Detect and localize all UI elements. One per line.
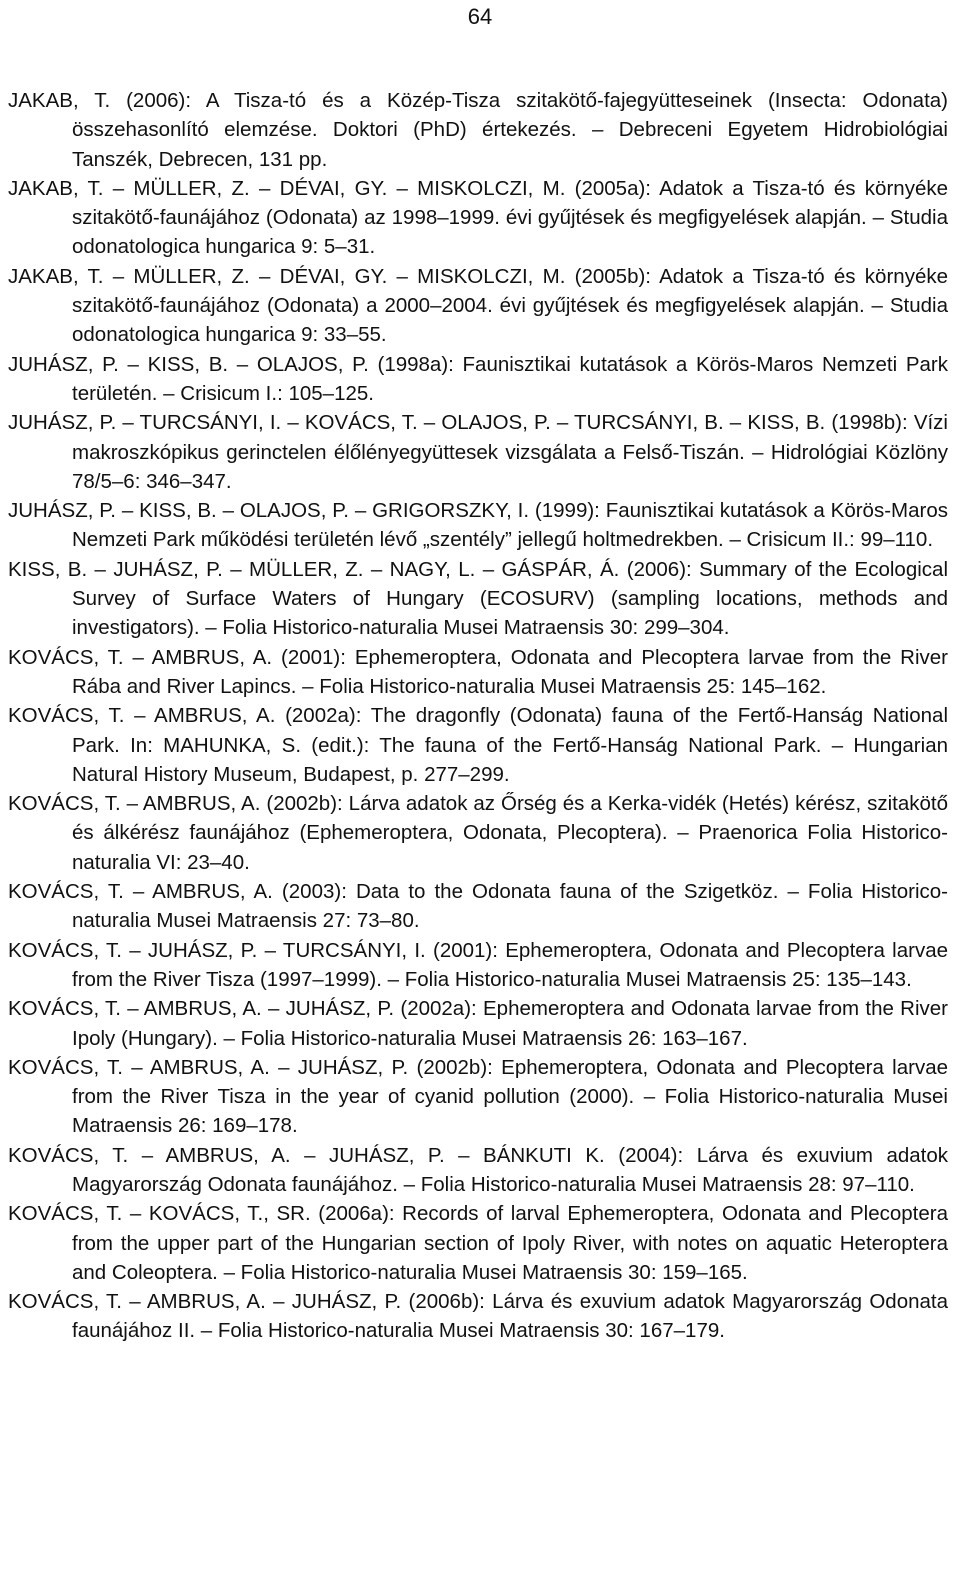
reference-list [8, 86, 948, 1346]
reference-entry: KOVÁCS, T. – AMBRUS, A. (2001): Ephemeroptera, Odonata and Plecoptera larvae from the River Rába and River Lapincs. – Folia Historico-naturalia Musei Matraensis 25: 145–162. [8, 645, 948, 698]
reference-entry: KOVÁCS, T. – AMBRUS, A. (2003): Data to the Odonata fauna of the Szigetköz. – Folia Historico-naturalia Musei Matraensis 27: 73–80. [8, 880, 948, 933]
reference-entry: JUHÁSZ, P. – KISS, B. – OLAJOS, P. – GRIGORSZKY, I. (1999): Faunisztikai kutatások a Körös-Maros Nemzeti Park működési területén lévő „szentély” jellegű holtmedrekben. – Crisicum II.: 99–110. [8, 499, 948, 552]
reference-entry: KOVÁCS, T. – AMBRUS, A. (2002b): Lárva adatok az Őrség és a Kerka-vidék (Hetés) kérész, szitakötő és álkérész faunájához (Ephemeroptera, Odonata, Plecoptera). – Praenorica Folia Historico-naturalia VI: 23–40. [8, 792, 948, 874]
reference-entry: KOVÁCS, T. – AMBRUS, A. – JUHÁSZ, P. (2002a): Ephemeroptera and Odonata larvae from the River Ipoly (Hungary). – Folia Historico-naturalia Musei Matraensis 26: 163–167. [8, 997, 948, 1050]
page-number: 64 [467, 4, 493, 29]
reference-entry: KOVÁCS, T. – KOVÁCS, T., SR. (2006a): Records of larval Ephemeroptera, Odonata and Plecoptera from the upper part of the Hungarian section of Ipoly River, with notes on aquatic Heteroptera and Coleoptera. – Folia Historico-naturalia Musei Matraensis 30: 159–165. [8, 1202, 948, 1284]
reference-entry: KOVÁCS, T. – AMBRUS, A. – JUHÁSZ, P. (2006b): Lárva és exuvium adatok Magyarország Odonata faunájához II. – Folia Historico-naturalia Musei Matraensis 30: 167–179. [8, 1290, 948, 1343]
reference-entry: JAKAB, T. – MÜLLER, Z. – DÉVAI, GY. – MISKOLCZI, M. (2005a): Adatok a Tisza-tó és környéke szitakötő-faunájához (Odonata) az 1998–1999. évi gyűjtések és megfigyelések alapján. – Studia odonatologica hungarica 9: 5–31. [8, 176, 948, 259]
reference-entry: JAKAB, T. – MÜLLER, Z. – DÉVAI, GY. – MISKOLCZI, M. (2005b): Adatok a Tisza-tó és környéke szitakötő-faunájához (Odonata) a 2000–2004. évi gyűjtések és megfigyelések alapján. – Studia odonatologica hungarica 9: 33–55. [8, 264, 948, 347]
reference-entry: JUHÁSZ, P. – KISS, B. – OLAJOS, P. (1998a): Faunisztikai kutatások a Körös-Maros Nemzeti Park területén. – Crisicum I.: 105–125. [8, 352, 948, 405]
reference-entry: JAKAB, T. (2006): A Tisza-tó és a Közép-Tisza szitakötő-fajegyütteseinek (Insecta: Odonata) összehasonlító elemzése. Doktori (PhD) értekezés. – Debreceni Egyetem Hidrobiológiai Tanszék, Debrecen, 131 pp. [8, 89, 948, 171]
reference-entry: KOVÁCS, T. – AMBRUS, A. – JUHÁSZ, P. – BÁNKUTI K. (2004): Lárva és exuvium adatok Magyarország Odonata faunájához. – Folia Historico-naturalia Musei Matraensis 28: 97–110. [8, 1143, 948, 1196]
reference-entry: KISS, B. – JUHÁSZ, P. – MÜLLER, Z. – NAGY, L. – GÁSPÁR, Á. (2006): Summary of the Ecological Survey of Surface Waters of Hungary (ECOSURV) (sampling locations, methods and investigators). – Folia Historico-naturalia Musei Matraensis 30: 299–304. [8, 557, 948, 640]
reference-entry: KOVÁCS, T. – JUHÁSZ, P. – TURCSÁNYI, I. (2001): Ephemeroptera, Odonata and Plecoptera larvae from the River Tisza (1997–1999). – Folia Historico-naturalia Musei Matraensis 25: 135–143. [8, 938, 948, 991]
reference-entry: JUHÁSZ, P. – TURCSÁNYI, I. – KOVÁCS, T. – OLAJOS, P. – TURCSÁNYI, B. – KISS, B. (1998b): Vízi makroszkópikus gerinctelen élőlényegyüttesek vizsgálata a Felső-Tiszán. – Hidrológiai Közlöny 78/5–6: 346–347. [8, 411, 948, 493]
reference-entry: KOVÁCS, T. – AMBRUS, A. (2002a): The dragonfly (Odonata) fauna of the Fertő-Hanság National Park. In: MAHUNKA, S. (edit.): The fauna of the Fertő-Hanság National Park. – Hungarian Natural History Museum, Budapest, p. 277–299. [8, 704, 948, 786]
reference-entry: KOVÁCS, T. – AMBRUS, A. – JUHÁSZ, P. (2002b): Ephemeroptera, Odonata and Plecoptera larvae from the River Tisza in the year of cyanid pollution (2000). – Folia Historico-naturalia Musei Matraensis 26: 169–178. [8, 1055, 948, 1138]
